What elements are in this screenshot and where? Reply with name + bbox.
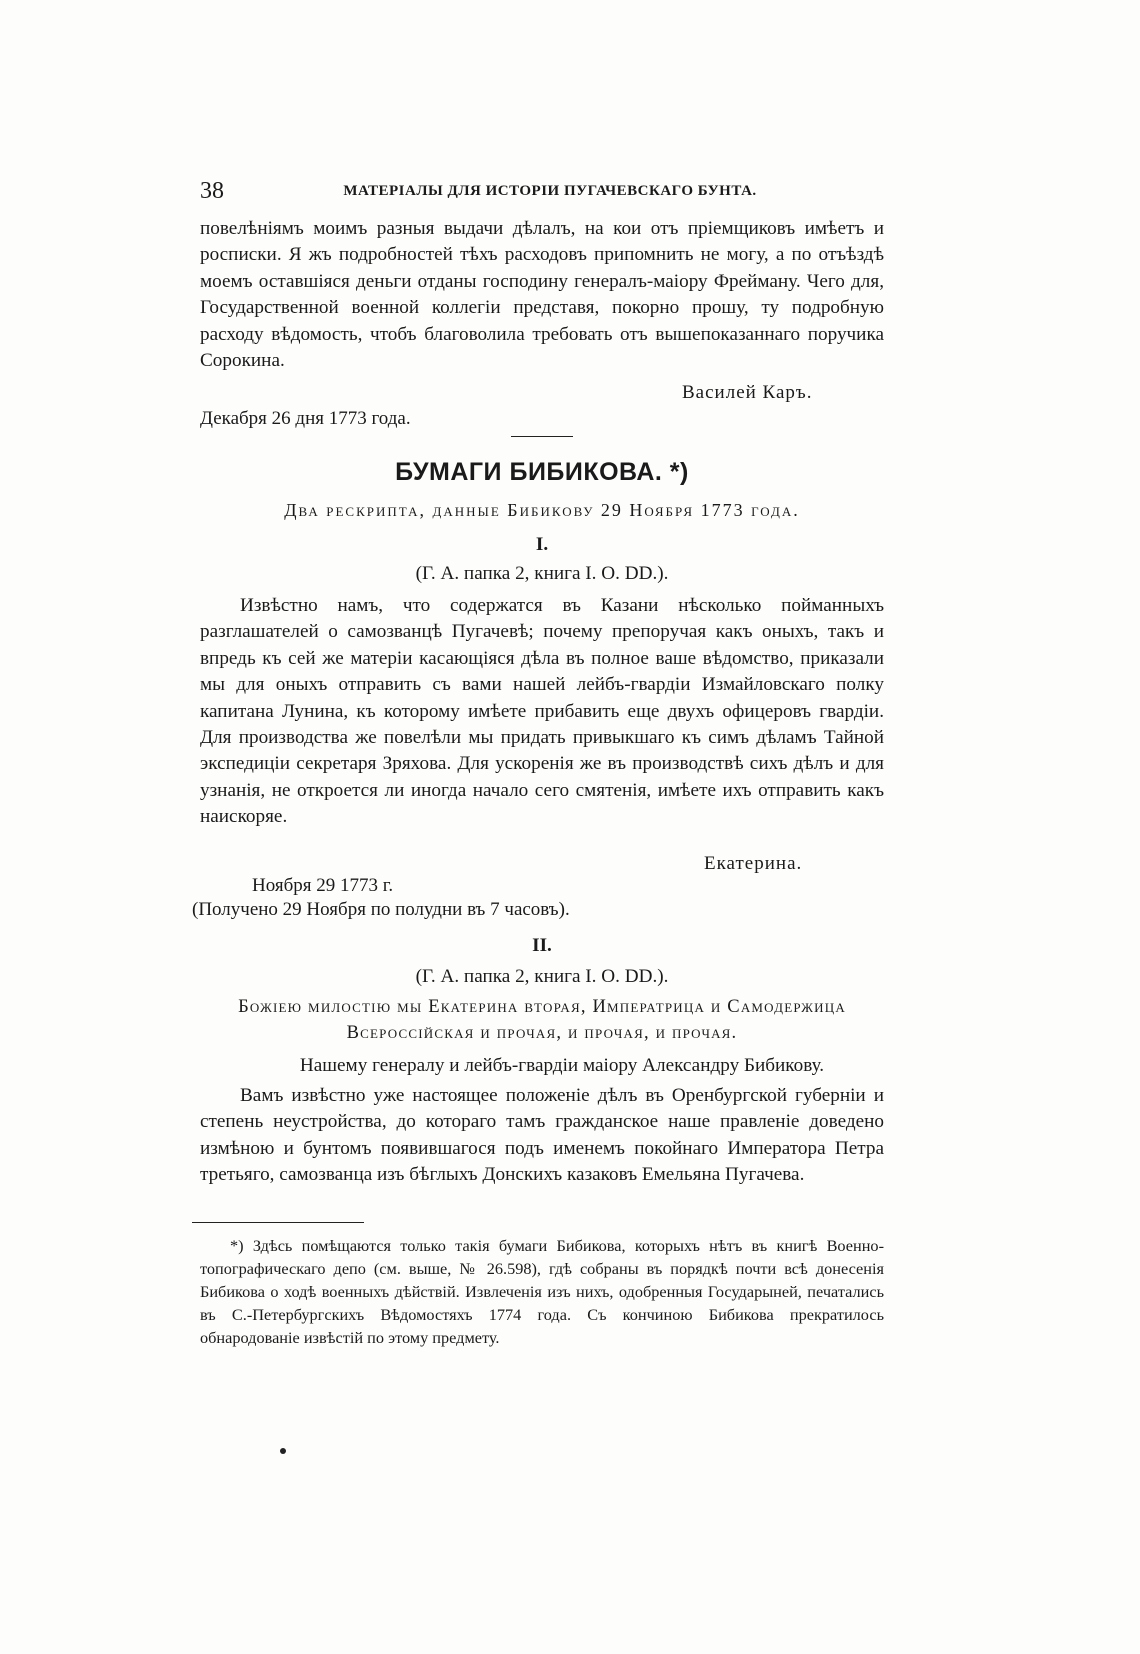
rescript-2-paragraph: Вамъ извѣстно уже настоящее положеніе дѣлъ въ Оренбургской губерніи и степень неустройства, до котораго тамъ гражданское наше правленіе доведено измѣною и бунтомъ появившагося подъ именемъ покойнаго Императора Петра третьяго, самозванца изъ бѣглыхъ Донскихъ казаковъ Емельяна Пугачева. xyxy=(200,1085,884,1186)
rescript-1-reference: (Г. А. папка 2, книга I. О. DD.). xyxy=(415,563,669,584)
rescript-2-intitulation: Божіею милостію мы Екатерина вторая, Императрица и Самодержица Всероссійская и прочая, и прочая, и прочая. xyxy=(238,997,846,1043)
page-header xyxy=(200,176,900,206)
rescript-2-numeral: II. xyxy=(532,935,552,956)
letter-date: Декабря 26 дня 1773 года. xyxy=(200,408,411,429)
rescript-1-signature: Екатерина. xyxy=(704,853,803,874)
running-title: МАТЕРІАЛЫ ДЛЯ ИСТОРІИ ПУГАЧЕВСКАГО БУНТА. xyxy=(343,183,757,199)
rescript-2-reference: (Г. А. папка 2, книга I. О. DD.). xyxy=(415,966,669,987)
rescript-1-date: Ноября 29 1773 г. xyxy=(252,875,394,896)
rescript-1-paragraph: Извѣстно намъ, что содержатся въ Казани нѣсколько пойманныхъ разглашателей о самозванцѣ Пугачевѣ; почему препоручая какъ оныхъ, такъ и впредь къ сей же матеріи касающіяся дѣла въ полное ваше вѣдомство, приказали мы для оныхъ отправить съ вами нашей лейбъ-гвардіи Измайловскаго полку капитана Лунина, къ которому имѣете прибавить еще двухъ офицеровъ гвардіи. Для производства же повелѣли мы придать привыкшаго къ симъ дѣламъ Тайной экспедиціи секретаря Зряхова. Для ускоренія же въ производствѣ сихъ дѣлъ и для узнанія, не откроется ли иногда начало сего смятенія, имѣете ихъ отправить какъ наискоряе. xyxy=(200,595,884,828)
rescript-2-address: Нашему генералу и лейбъ-гвардіи маіору Александру Бибикову. xyxy=(299,1055,825,1076)
rescript-1-received: (Получено 29 Ноября по полудни въ 7 часовъ). xyxy=(192,899,570,920)
section-title: БУМАГИ БИБИКОВА. *) xyxy=(395,458,689,486)
footnote-rule xyxy=(192,1222,364,1223)
letter-signature: Василей Каръ. xyxy=(682,382,813,403)
rescript-1-numeral: I. xyxy=(535,534,549,555)
footnote: *) Здѣсь помѣщаются только такія бумаги Бибикова, которыхъ нѣтъ въ книгѣ Военно-топографическаго депо (см. выше, № 26.598), гдѣ собраны въ порядкѣ почти всѣ донесенія Бибикова о ходѣ военныхъ дѣйствій. Извлеченія изъ нихъ, одобренныя Государыней, печатались въ С.-Петербургскихъ Вѣдомостяхъ 1774 года. Съ кончиною Бибикова прекратилось обнародованіе извѣстій по этому предмету. xyxy=(200,1236,884,1347)
letter-continuation-paragraph: повелѣніямъ моимъ разныя выдачи дѣлалъ, на кои отъ пріемщиковъ имѣетъ и росписки. Я жъ подробностей тѣхъ расходовъ припомнить не могу, а по отъѣздѣ моемъ оставшіяся деньги отданы господину генералъ-маіору Фрейману. Чего для, Государственной военной коллегіи представя, покорно прошу, ту подробную расходу вѣдомость, чтобъ благоволила требовать отъ вышепоказаннаго поручика Сорокина. xyxy=(200,218,884,372)
printing-speck xyxy=(280,1448,286,1454)
section-subtitle: Два рескрипта, данные Бибикову 29 Ноября 1773 года. xyxy=(284,500,800,520)
section-divider xyxy=(511,436,573,437)
page-number: 38 xyxy=(200,178,224,204)
